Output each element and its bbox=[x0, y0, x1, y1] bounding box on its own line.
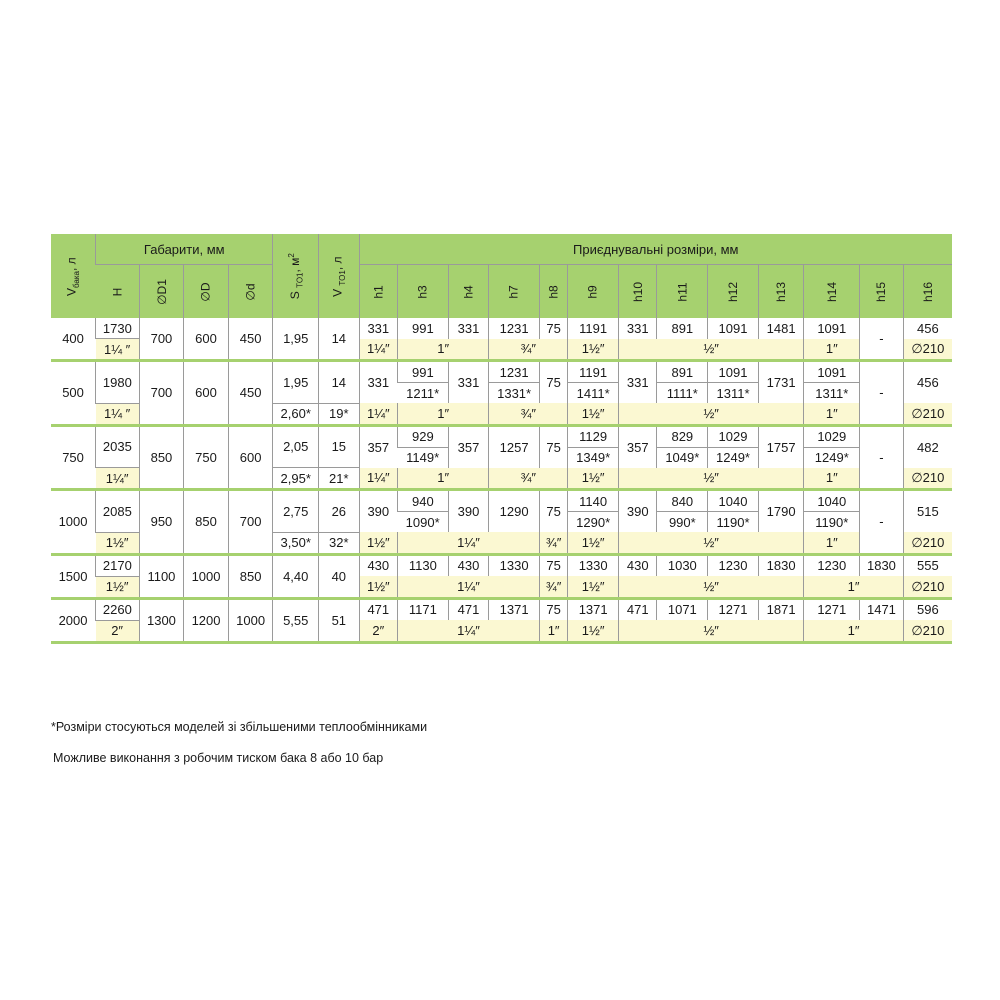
footnote: *Розміри стосуються моделей зі збільшеними теплообмінниками bbox=[51, 720, 428, 734]
header-d1: ∅D1 bbox=[139, 265, 184, 319]
table-row-alt: 1211* 1331* 1411* 1111* 1311* 1311* bbox=[51, 383, 952, 404]
table-row-thread: 2″ 2″ 1¼″ 1″ 1½″ ½″ 1″ ∅210 bbox=[51, 620, 952, 641]
pressure-note: Можливе виконання з робочим тиском бака 8 або 10 бар bbox=[53, 751, 384, 765]
table-row-alt: 1149* 1349* 1049* 1249* 1249* bbox=[51, 447, 952, 468]
table-row: 400 1730 700 600 450 1,95 14 331 991 331 1231 75 1191 331 891 1091 1481 1091 - 456 bbox=[51, 318, 952, 339]
header-dims-group: Габарити, мм bbox=[96, 234, 273, 265]
header-h10: h10 bbox=[618, 265, 657, 319]
table-row: 1000 2085 950 850 700 2,75 26 390 940 390 1290 75 1140 390 840 1040 1790 1040 - 515 bbox=[51, 490, 952, 512]
header-h15: h15 bbox=[860, 265, 904, 319]
header-v-tank: $V_{бака}$, л bbox=[51, 234, 96, 318]
table-row-thread: 1½″ 1½″ 1¼″ ¾″ 1½″ ½″ 1″ ∅210 bbox=[51, 576, 952, 598]
table-row-alt: 1090* 1290* 990* 1190* 1190* bbox=[51, 512, 952, 533]
header-h: H bbox=[96, 265, 140, 319]
header-h12: h12 bbox=[708, 265, 759, 319]
table-row-thread: 1¼ ″ 2,60* 19* 1¼″ 1″ ¾″ 1½″ ½″ 1″ ∅210 bbox=[51, 403, 952, 425]
header-h1: h1 bbox=[359, 265, 398, 319]
header-h9: h9 bbox=[568, 265, 619, 319]
header-d: ∅D bbox=[184, 265, 229, 319]
header-h4: h4 bbox=[448, 265, 489, 319]
header-h8: h8 bbox=[539, 265, 567, 319]
header-d-small: ∅d bbox=[228, 265, 273, 319]
header-h14: h14 bbox=[804, 265, 860, 319]
table-row: 750 2035 850 750 600 2,05 15 357 929 357 1257 75 1129 357 829 1029 1757 1029 - 482 bbox=[51, 425, 952, 447]
header-conn-group: Приєднувальні розміри, мм bbox=[359, 234, 952, 265]
table-row: 2000 2260 1300 1200 1000 5,55 51 471 1171 471 1371 75 1371 471 1071 1271 1871 1271 1471 596 bbox=[51, 598, 952, 620]
table-row: 1500 2170 1100 1000 850 4,40 40 430 1130 430 1330 75 1330 430 1030 1230 1830 1230 1830 555 bbox=[51, 554, 952, 576]
header-h16: h16 bbox=[903, 265, 952, 319]
table-row-thread: 1½″ 3,50* 32* 1½″ 1¼″ ¾″ 1½″ ½″ 1″ ∅210 bbox=[51, 532, 952, 554]
specs-table bbox=[51, 234, 952, 644]
table-row-thread: 1¼ ″ 1¼″ 1″ ¾″ 1½″ ½″ 1″ ∅210 bbox=[51, 339, 952, 361]
header-h7: h7 bbox=[489, 265, 540, 319]
header-v-to: V $_{TO1}$, л bbox=[319, 234, 360, 318]
table-row-thread: 1¼″ 2,95* 21* 1¼″ 1″ ¾″ 1½″ ½″ 1″ ∅210 bbox=[51, 468, 952, 490]
header-h13: h13 bbox=[758, 265, 804, 319]
cell-volume: 400 bbox=[62, 331, 84, 346]
header-h11: h11 bbox=[657, 265, 708, 319]
table-row: 500 1980 700 600 450 1,95 14 331 991 331 1231 75 1191 331 891 1091 1731 1091 - 456 bbox=[51, 361, 952, 383]
header-s-to: S $_{TO1}$, $м^2$ bbox=[273, 234, 319, 318]
header-h3: h3 bbox=[398, 265, 449, 319]
table-bottom-rule bbox=[51, 641, 952, 644]
